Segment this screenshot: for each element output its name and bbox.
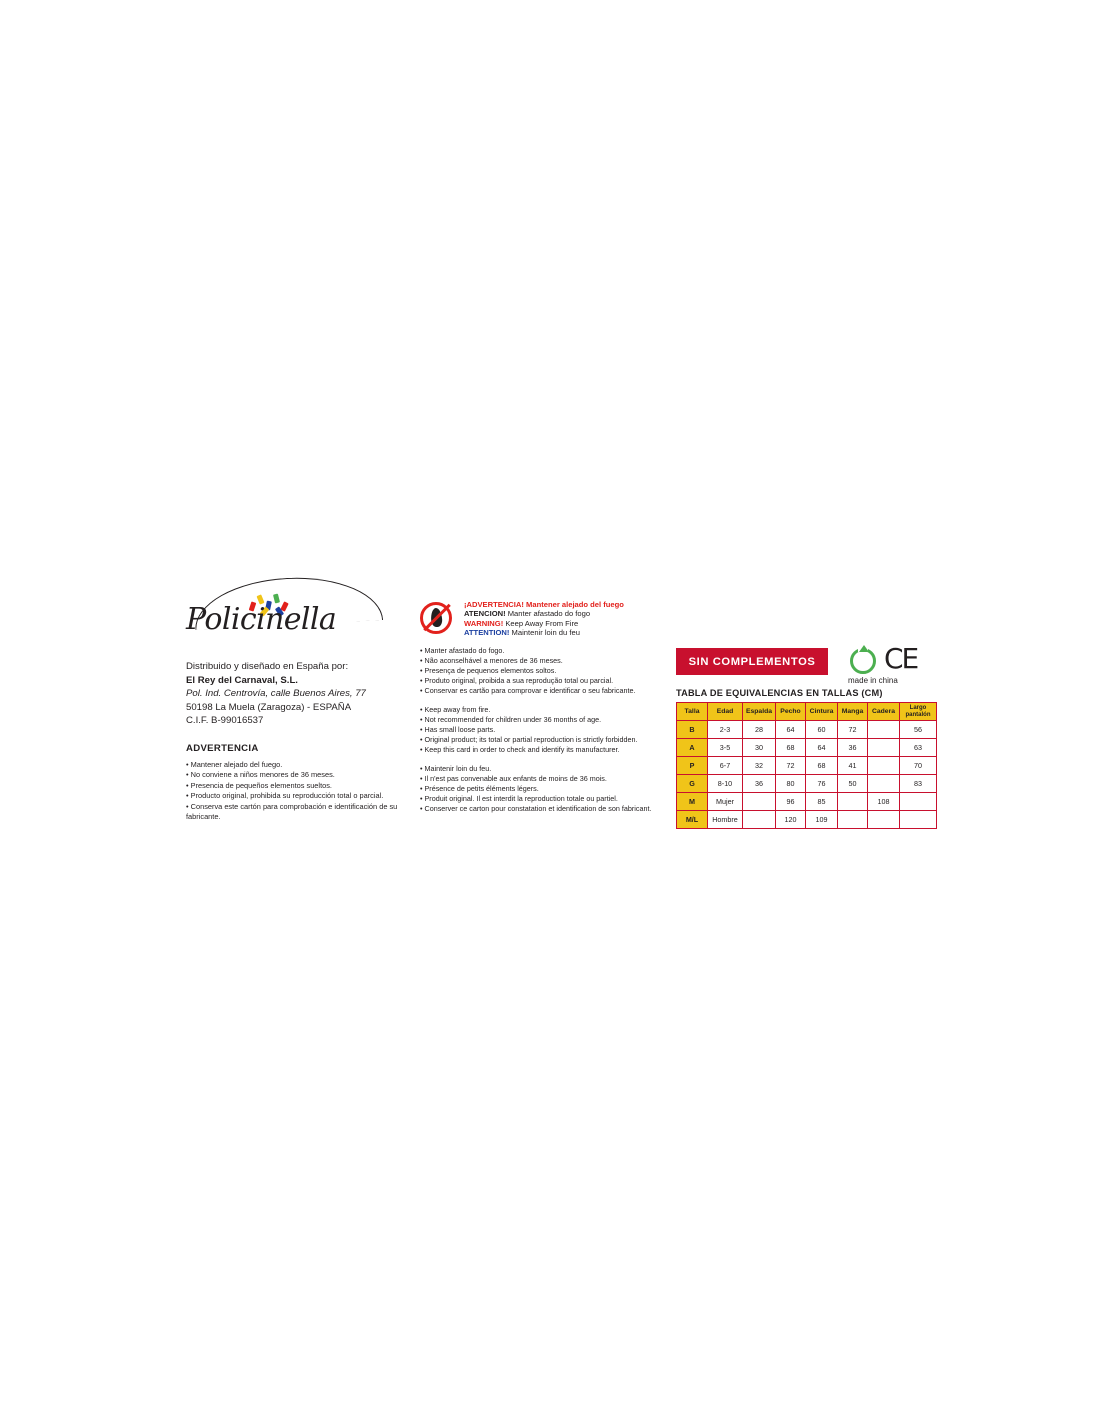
size-equivalence-table: [676, 702, 937, 829]
cell-pecho: 64: [776, 721, 806, 739]
cell-manga: 36: [838, 739, 868, 757]
column-header-cadera: Cadera: [868, 703, 900, 721]
cell-edad: 2-3: [708, 721, 743, 739]
cell-pecho: 120: [776, 811, 806, 829]
cell-manga: [838, 793, 868, 811]
recycle-icon: [848, 646, 878, 676]
cell-manga: 72: [838, 721, 868, 739]
cell-talla: M/L: [677, 811, 708, 829]
cell-cadera: [868, 721, 900, 739]
column-header-largo-pantalon: [900, 703, 937, 721]
size-table-block: [676, 642, 934, 829]
cell-pecho: 80: [776, 775, 806, 793]
largo-line-1: Largo: [909, 704, 927, 711]
cell-cadera: [868, 739, 900, 757]
no-fire-icon: [420, 602, 456, 638]
address-line-1: Pol. Ind. Centrovía, calle Buenos Aires, 77: [186, 688, 366, 700]
bullet-item: • Keep away from fire.: [420, 705, 491, 714]
cell-largo: 83: [900, 775, 937, 793]
warning-title-es: ADVERTENCIA: [186, 742, 259, 754]
cell-largo: [900, 811, 937, 829]
bullet-item: • Não aconselhável a menores de 36 meses.: [420, 656, 563, 665]
cell-cadera: [868, 757, 900, 775]
cell-edad: 6-7: [708, 757, 743, 775]
cell-talla: P: [677, 757, 708, 775]
table-header-row: [677, 703, 937, 721]
address-line-2: 50198 La Muela (Zaragoza) - ESPAÑA: [186, 701, 352, 713]
table-row: [677, 757, 937, 775]
cell-manga: [838, 811, 868, 829]
bullet-group-pt: [420, 646, 655, 696]
size-table-title: TABLA DE EQUIVALENCIAS EN TALLAS (CM): [676, 688, 883, 698]
cell-edad: Hombre: [708, 811, 743, 829]
bullet-item: • Not recommended for children under 36 months of age.: [420, 715, 602, 724]
bullet-group-fr: [420, 764, 655, 814]
multilingual-warning-block: [420, 600, 655, 823]
cell-largo: [900, 793, 937, 811]
table-row: [677, 811, 937, 829]
cell-pecho: 72: [776, 757, 806, 775]
cell-cintura: 76: [806, 775, 838, 793]
column-header-espalda: Espalda: [743, 703, 776, 721]
cell-talla: A: [677, 739, 708, 757]
largo-line-2: pantalón: [905, 711, 931, 718]
column-header-cintura: Cintura: [806, 703, 838, 721]
bullet-item: • Conservar es cartão para comprovar e identificar o seu fabricante.: [420, 686, 636, 695]
cell-cadera: 108: [868, 793, 900, 811]
warning-header: [420, 600, 655, 640]
cell-cintura: 60: [806, 721, 838, 739]
bullet-item: • Conserva este cartón para comprobación e identificación de su fabricante.: [186, 801, 398, 821]
ce-mark-icon: CE: [884, 642, 918, 675]
distributor-details: [186, 660, 416, 728]
cell-edad: 3-5: [708, 739, 743, 757]
bullet-item: • No conviene a niños menores de 36 meses.: [186, 770, 335, 780]
cell-espalda: 36: [743, 775, 776, 793]
made-in-label: made in china: [848, 676, 898, 685]
cell-edad: Mujer: [708, 793, 743, 811]
brand-name: Policinella: [186, 602, 337, 637]
table-row: [677, 721, 937, 739]
bullet-item: • Présence de petits éléments légers.: [420, 784, 539, 793]
bullet-item: • Produto original, proibida a sua reprodução total ou parcial.: [420, 676, 614, 685]
table-row: [677, 739, 937, 757]
cell-talla: G: [677, 775, 708, 793]
bullet-item: • Produit original. Il est interdit la reproduction totale ou partiel.: [420, 794, 618, 803]
distributor-label: Distribuido y diseñado en España por:: [186, 661, 349, 672]
cif-number: C.I.F. B-99016537: [186, 715, 264, 727]
column-header-pecho: Pecho: [776, 703, 806, 721]
cell-espalda: 32: [743, 757, 776, 775]
bullet-item: • Mantener alejado del fuego.: [186, 759, 283, 769]
bullet-item: • Producto original, prohibida su reproducción total o parcial.: [186, 791, 384, 801]
table-row: [677, 793, 937, 811]
warning-headings: [464, 600, 624, 638]
cell-espalda: [743, 811, 776, 829]
cell-cintura: 68: [806, 757, 838, 775]
cell-espalda: 30: [743, 739, 776, 757]
cell-cintura: 64: [806, 739, 838, 757]
status-badge: SIN COMPLEMENTOS: [676, 648, 828, 675]
bullet-item: • Keep this card in order to check and identify its manufacturer.: [420, 745, 620, 754]
cell-largo: 63: [900, 739, 937, 757]
cell-pecho: 68: [776, 739, 806, 757]
cell-talla: M: [677, 793, 708, 811]
cell-manga: 50: [838, 775, 868, 793]
column-header-edad: Edad: [708, 703, 743, 721]
cell-edad: 8-10: [708, 775, 743, 793]
bullet-group-en: [420, 705, 655, 755]
bullet-item: • Presencia de pequeños elementos sueltos.: [186, 780, 332, 790]
bullet-item: • Has small loose parts.: [420, 725, 496, 734]
cell-cadera: [868, 811, 900, 829]
cell-cintura: 85: [806, 793, 838, 811]
cell-largo: 56: [900, 721, 937, 739]
column-header-talla: Talla: [677, 703, 708, 721]
cell-cadera: [868, 775, 900, 793]
cell-cintura: 109: [806, 811, 838, 829]
bullet-item: • Conserver ce carton pour constatation et identification de son fabricant.: [420, 804, 652, 813]
bullet-item: • Original product; its total or partial reproduction is strictly forbidden.: [420, 735, 638, 744]
column-header-manga: Manga: [838, 703, 868, 721]
warning-bullet-groups: [420, 646, 655, 814]
warning-bullets-es: [186, 760, 416, 822]
cell-largo: 70: [900, 757, 937, 775]
bullet-item: • Presença de pequenos elementos soltos.: [420, 666, 557, 675]
table-row: [677, 775, 937, 793]
bullet-item: • Manter afastado do fogo.: [420, 646, 505, 655]
bullet-item: • Maintenir loin du feu.: [420, 764, 492, 773]
warning-heading-en: WARNING! Keep Away From Fire: [464, 618, 579, 628]
cell-espalda: [743, 793, 776, 811]
brand-logo: [186, 578, 386, 650]
warning-heading-es: ¡ADVERTENCIA! Mantener alejado del fuego: [464, 600, 624, 609]
distributor-block: [186, 578, 416, 822]
badge-row: [676, 642, 934, 685]
company-name: El Rey del Carnaval, S.L.: [186, 674, 298, 686]
warning-heading-pt: ATENCION! Manter afastado do fogo: [464, 609, 591, 619]
cell-pecho: 96: [776, 793, 806, 811]
cell-espalda: 28: [743, 721, 776, 739]
warning-heading-fr: ATTENTION! Maintenir loin du feu: [464, 628, 580, 638]
cell-manga: 41: [838, 757, 868, 775]
cell-talla: B: [677, 721, 708, 739]
bullet-item: • Il n'est pas convenable aux enfants de moins de 36 mois.: [420, 774, 607, 783]
